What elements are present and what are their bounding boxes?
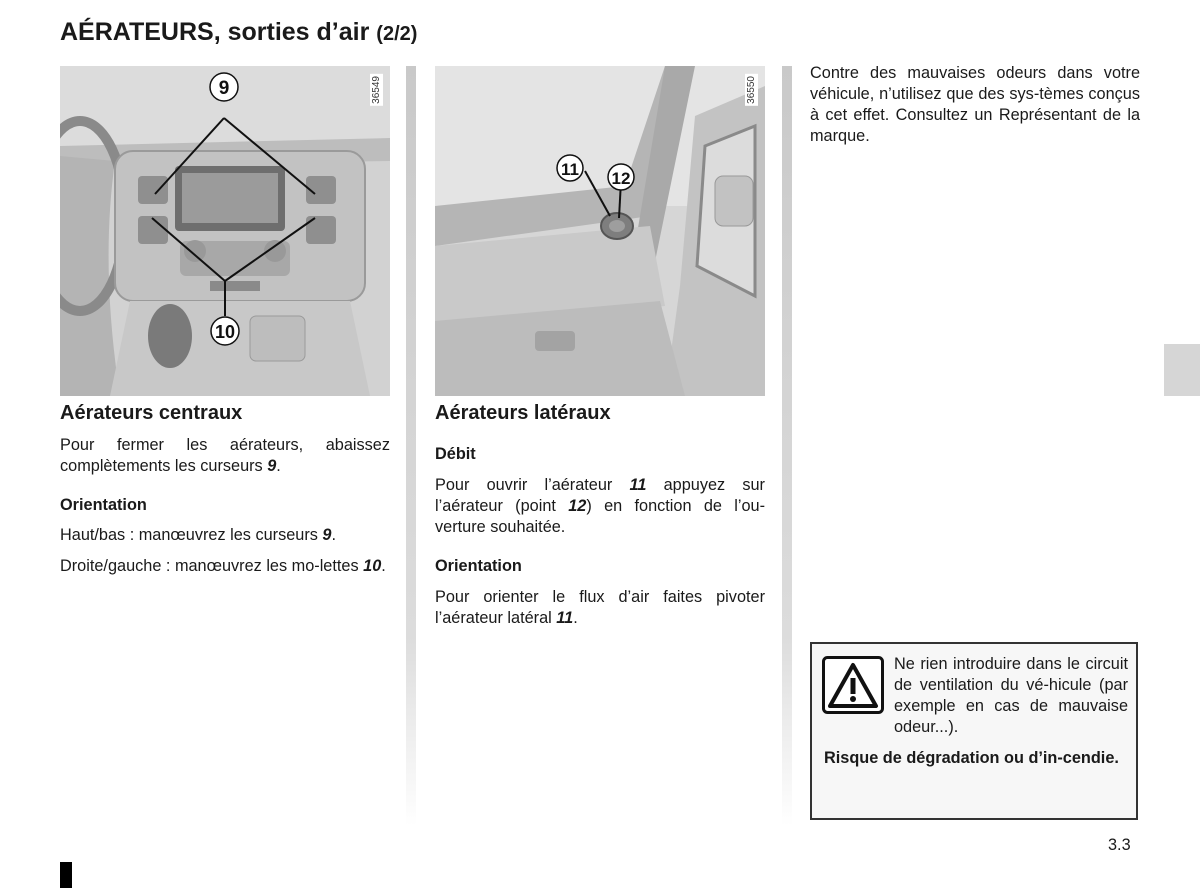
- ref-11: 11: [629, 476, 647, 494]
- section-heading-central: Aérateurs centraux: [60, 402, 243, 424]
- text: Pour orienter le flux d’air faites pivoter l’aérateur latéral: [435, 588, 765, 627]
- odour-note-paragraph: Contre des mauvaises odeurs dans votre véhicule, n’utilisez que des sys-tèmes conçus à cet effet. Consultez un Représentant de la marque.: [810, 64, 1140, 145]
- callout-9: 9: [218, 78, 230, 99]
- page-title-main: AÉRATEURS, sorties d’air: [60, 18, 370, 46]
- text: Pour fermer les aérateurs, abaissez complètements les curseurs: [60, 436, 390, 475]
- dashboard-illustration: [60, 66, 390, 396]
- figure-code: 36550: [746, 76, 757, 104]
- text: .: [573, 609, 578, 627]
- text: Pour ouvrir l’aérateur: [435, 476, 630, 494]
- central-close-paragraph: [60, 435, 390, 477]
- subheading-orientation: Orientation: [435, 557, 522, 575]
- subheading-flow: Débit: [435, 445, 476, 463]
- ref-12: 12: [568, 497, 587, 515]
- ref-10: 10: [363, 557, 382, 575]
- chapter-tab: [1164, 344, 1200, 396]
- callout-12: 12: [611, 169, 631, 188]
- lateral-vent-illustration: [435, 66, 765, 396]
- warning-box: [810, 642, 1138, 820]
- callout-11: 11: [561, 160, 579, 179]
- lateral-flow-paragraph: [435, 475, 765, 538]
- central-leftright-paragraph: [60, 556, 390, 577]
- page-title-suffix: (2/2): [376, 23, 418, 45]
- text: .: [381, 557, 386, 575]
- ref-11: 11: [556, 609, 574, 627]
- text: ) en fonction de l’ou-verture souhaitée.: [435, 497, 765, 536]
- text: Haut/bas : manœuvrez les curseurs: [60, 526, 323, 544]
- text: Droite/gauche : manœuvrez les mo-lettes: [60, 557, 364, 575]
- lateral-orientation-paragraph: [435, 587, 765, 629]
- figure-lateral-vents: [435, 66, 765, 396]
- corner-mark: [60, 862, 72, 888]
- column-separator: [406, 66, 416, 826]
- page-number: 3.3: [1108, 836, 1131, 854]
- text: .: [331, 526, 336, 544]
- figure-central-vents: [60, 66, 390, 396]
- figure-code: 36549: [371, 76, 382, 104]
- warning-strong-text: Risque de dégradation ou d’in-cendie.: [824, 749, 1119, 767]
- section-heading-lateral: Aérateurs latéraux: [435, 402, 611, 424]
- text: .: [276, 457, 281, 475]
- central-updown-paragraph: [60, 525, 390, 546]
- warning-text: Ne rien introduire dans le circuit de ventilation du vé-hicule (par exemple en cas de mauvaise odeur...).: [894, 655, 1128, 736]
- ref-9: 9: [322, 526, 332, 544]
- warning-triangle-icon: [822, 656, 884, 714]
- subheading-orientation: Orientation: [60, 496, 147, 514]
- column-separator: [782, 66, 792, 826]
- text: appuyez sur l’aérateur (point: [435, 476, 765, 515]
- ref-9: 9: [267, 457, 277, 475]
- page-title: [60, 18, 417, 47]
- callout-10: 10: [214, 322, 236, 342]
